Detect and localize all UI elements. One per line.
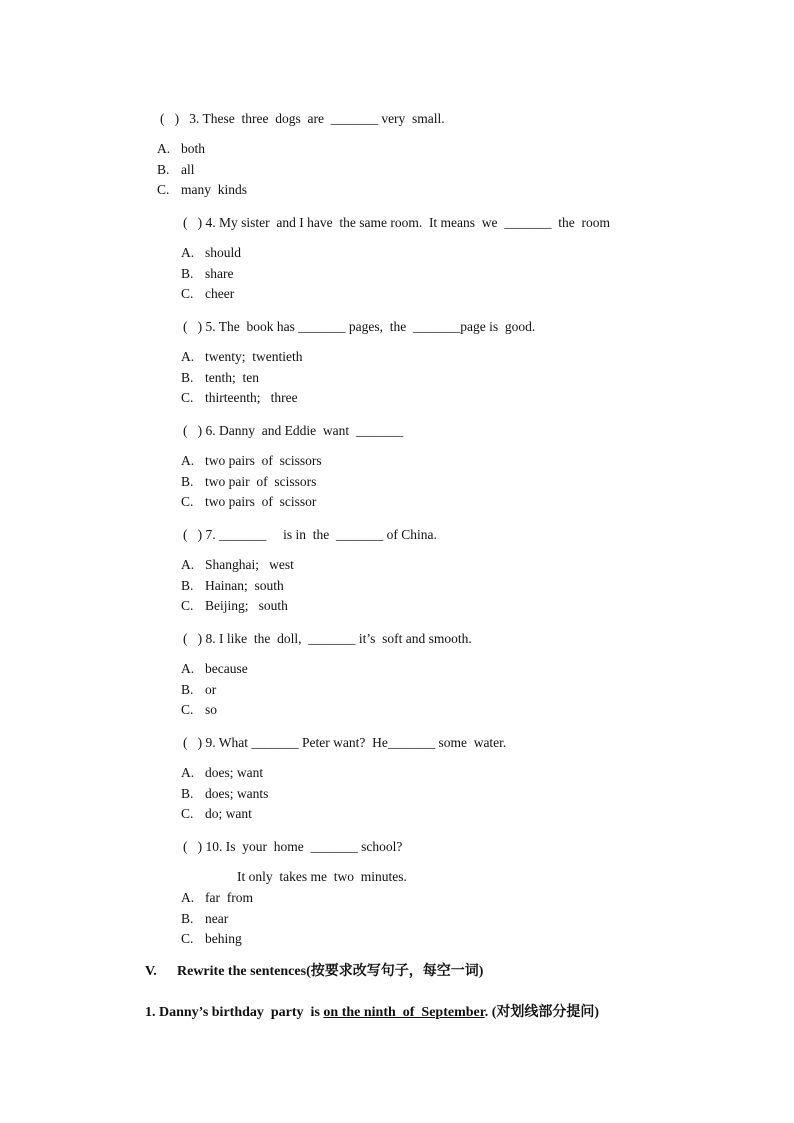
option-c: C. two pairs of scissor <box>181 494 317 509</box>
option-b: B. tenth; ten <box>181 369 259 385</box>
option-b: B. near <box>181 910 229 926</box>
question-6-options <box>181 451 322 513</box>
question-7: ( ) 7. _______ is in the _______ of China. <box>183 527 437 542</box>
underlined-phrase: on the ninth of September <box>323 1005 485 1020</box>
question-10-response: It only takes me two minutes. <box>237 869 407 884</box>
option-c: C. many kinds <box>157 182 247 197</box>
option-c: C. Beijing; south <box>181 598 288 613</box>
option-b: B. does; wants <box>181 785 269 801</box>
question-4: ( ) 4. My sister and I have the same room. It means we _______ the room <box>183 215 611 230</box>
option-c: C. thirteenth; three <box>181 390 298 405</box>
option-a: A. far from <box>181 890 253 905</box>
option-a: A. both <box>157 141 206 156</box>
option-a: A. two pairs of scissors <box>181 453 322 468</box>
option-a: A. should <box>181 245 242 260</box>
question-6: ( ) 6. Danny and Eddie want _______ <box>183 423 404 438</box>
question-10-options <box>181 888 253 950</box>
option-c: C. cheer <box>181 286 235 301</box>
option-b: B. two pair of scissors <box>181 473 317 489</box>
question-3-options <box>157 139 247 201</box>
option-b: B. or <box>181 681 217 697</box>
option-b: B. share <box>181 265 234 281</box>
option-a: A. twenty; twentieth <box>181 349 303 364</box>
section-title: Rewrite the sentences <box>177 964 307 979</box>
option-a: A. does; want <box>181 765 264 780</box>
question-5-options <box>181 347 302 409</box>
question-8: ( ) 8. I like the doll, _______ it’s soft and smooth. <box>183 631 472 646</box>
section-heading <box>145 963 483 981</box>
section-title-cn: (按要求改写句子，每空一词) <box>306 964 484 979</box>
option-a: A. because <box>181 661 248 676</box>
option-a: A. Shanghai; west <box>181 557 294 572</box>
question-7-options <box>181 555 294 617</box>
question-4-options <box>181 243 241 305</box>
question-3: ( ) 3. These three dogs are _______ very small. <box>160 111 445 126</box>
rewrite-item-1: 1. Danny’s birthday party is on the ninth of September. (对划线部分提问) <box>145 1005 600 1020</box>
option-c: C. do; want <box>181 806 252 821</box>
question-9-options <box>181 763 268 825</box>
option-b: B. all <box>157 161 195 177</box>
option-c: C. so <box>181 702 218 717</box>
option-c: C. behing <box>181 931 242 946</box>
question-10: ( ) 10. Is your home _______ school? <box>183 839 403 854</box>
option-b: B. Hainan; south <box>181 577 284 593</box>
question-8-options <box>181 659 248 721</box>
question-9: ( ) 9. What _______ Peter want? He_______ some water. <box>183 735 507 750</box>
question-5: ( ) 5. The book has _______ pages, the _______page is good. <box>183 319 536 334</box>
section-number: V. <box>145 964 157 979</box>
